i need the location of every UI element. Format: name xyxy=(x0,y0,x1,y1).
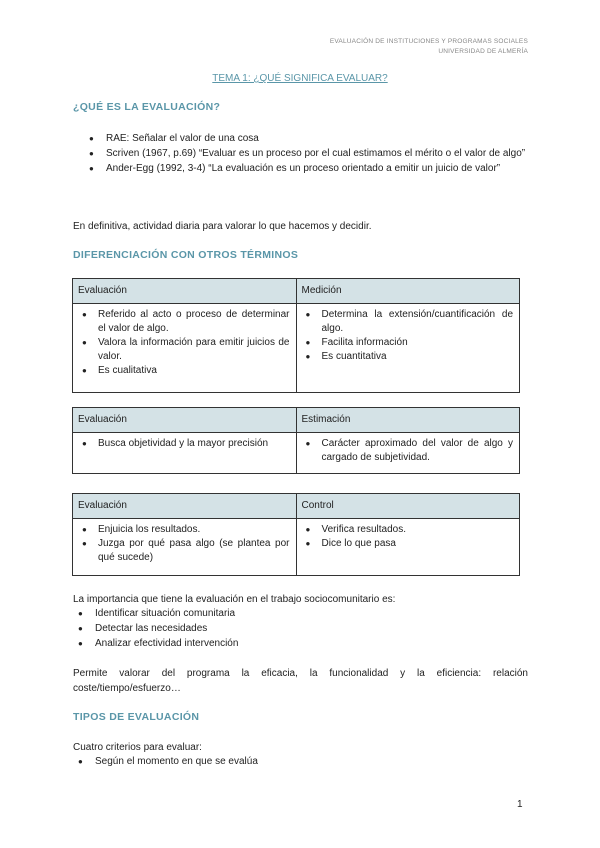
table-cell xyxy=(73,433,297,474)
importance-intro: La importancia que tiene la evaluación en el trabajo sociocomunitario es: xyxy=(73,594,396,605)
list-item: ● Según el momento en que se evalúa xyxy=(73,754,528,769)
header-line-1: EVALUACIÓN DE INSTITUCIONES Y PROGRAMAS SOCIALES xyxy=(329,38,528,45)
comparison-table-control xyxy=(72,493,520,576)
list-item: ● Es cuantitativa xyxy=(301,350,514,364)
table-cell xyxy=(296,304,520,393)
comparison-table-medicion xyxy=(72,278,520,393)
list-item: ● Analizar efectividad intervención xyxy=(73,636,528,651)
section-heading-diferenciacion: DIFERENCIACIÓN CON OTROS TÉRMINOS xyxy=(73,249,299,261)
importance-list xyxy=(73,606,528,651)
table-header: Evaluación xyxy=(73,494,297,519)
list-item: ● Scriven (1967, p.69) “Evaluar es un proceso por el cual estimamos el mérito o el valor de algo” xyxy=(84,146,528,161)
table-cell xyxy=(73,519,297,576)
section-heading-que-es: ¿QUÉ ES LA EVALUACIÓN? xyxy=(73,101,221,113)
list-item: ● Dice lo que pasa xyxy=(301,537,514,551)
list-item: ● Ander-Egg (1992, 3-4) “La evaluación es un proceso orientado a emitir un juicio de valor” xyxy=(84,161,528,176)
list-item: ● Valora la información para emitir juicios de valor. xyxy=(77,336,290,364)
list-item: ● Juzga por qué pasa algo (se plantea por qué sucede) xyxy=(77,537,290,565)
comparison-table-estimacion xyxy=(72,407,520,474)
permits-text: Permite valorar del programa la eficacia, la funcionalidad y la eficiencia: relación coste/tiempo/esfuerzo… xyxy=(73,668,528,694)
list-item: ● RAE: Señalar el valor de una cosa xyxy=(84,131,528,146)
list-item: ● Carácter aproximado del valor de algo y cargado de subjetividad. xyxy=(301,437,514,465)
table-cell xyxy=(296,519,520,576)
table-header: Evaluación xyxy=(73,408,297,433)
header-line-2: UNIVERSIDAD DE ALMERÍA xyxy=(438,48,528,55)
table-cell xyxy=(296,433,520,474)
page-number: 1 xyxy=(517,799,523,810)
criteria-intro: Cuatro criterios para evaluar: xyxy=(73,742,202,753)
table-header: Medición xyxy=(296,279,520,304)
list-item: ● Es cualitativa xyxy=(77,364,290,378)
list-item: ● Identificar situación comunitaria xyxy=(73,606,528,621)
definitions-list xyxy=(84,131,528,176)
list-item: ● Facilita información xyxy=(301,336,514,350)
table-header: Control xyxy=(296,494,520,519)
list-item: ● Detectar las necesidades xyxy=(73,621,528,636)
table-cell xyxy=(73,304,297,393)
criteria-list xyxy=(73,754,528,769)
list-item: ● Referido al acto o proceso de determinar el valor de algo. xyxy=(77,308,290,336)
conclusion-text: En definitiva, actividad diaria para valorar lo que hacemos y decidir. xyxy=(73,221,372,232)
table-header: Estimación xyxy=(296,408,520,433)
document-header xyxy=(330,37,528,57)
list-item: ● Verifica resultados. xyxy=(301,523,514,537)
page-title: TEMA 1: ¿QUÉ SIGNIFICA EVALUAR? xyxy=(212,73,388,84)
section-heading-tipos: TIPOS DE EVALUACIÓN xyxy=(73,711,200,723)
table-header: Evaluación xyxy=(73,279,297,304)
list-item: ● Determina la extensión/cuantificación de algo. xyxy=(301,308,514,336)
list-item: ● Busca objetividad y la mayor precisión xyxy=(77,437,290,451)
list-item: ● Enjuicia los resultados. xyxy=(77,523,290,537)
